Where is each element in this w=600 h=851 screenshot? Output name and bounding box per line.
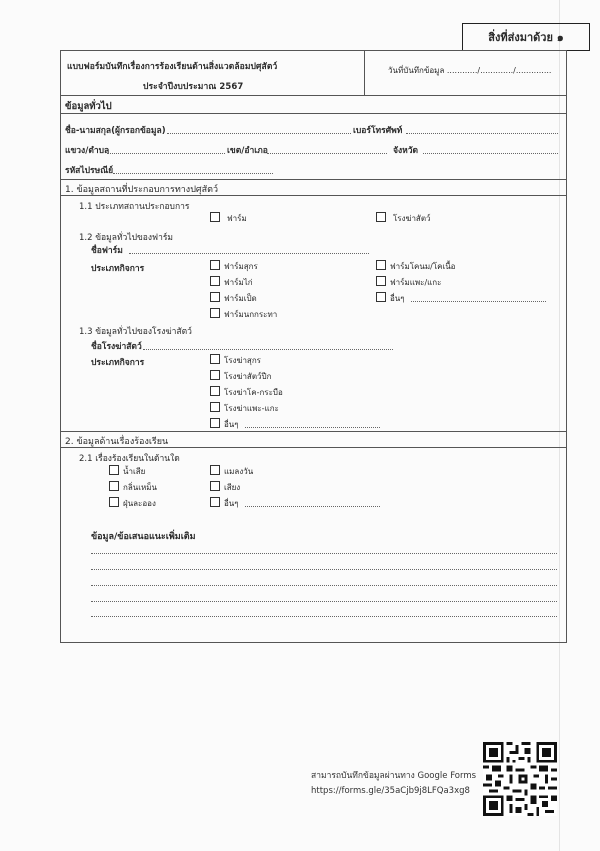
- pig-slaughter-checkbox[interactable]: [210, 354, 220, 364]
- phone-label: เบอร์โทรศัพท์: [353, 126, 403, 136]
- section2-heading: 2. ข้อมูลด้านเรื่องร้องเรียน: [65, 437, 169, 447]
- form-title-line2: ประจำปีงบประมาณ 2567: [143, 82, 244, 92]
- goat-slaughter-label: โรงฆ่าแพะ-แกะ: [224, 404, 279, 413]
- farm-business-type-label: ประเภทกิจการ: [91, 264, 145, 274]
- slaughterhouse-checkbox[interactable]: [376, 212, 386, 222]
- dust-checkbox[interactable]: [109, 497, 119, 507]
- odor-label: กลิ่นเหม็น: [123, 483, 157, 492]
- section2-rule: [61, 431, 566, 432]
- name-field[interactable]: [167, 133, 351, 134]
- comment-line-2[interactable]: [91, 569, 557, 570]
- cattle-farm-checkbox[interactable]: [376, 260, 386, 270]
- cattle-farm-label: ฟาร์มโคนม/โคเนื้อ: [390, 262, 456, 271]
- other-farm-label: อื่นๆ: [390, 294, 405, 303]
- form-title-line1: แบบฟอร์มบันทึกเรื่องการร้องเรียนด้านสิ่งแวดล้อมปศุสัตว์: [67, 62, 278, 72]
- dust-label: ฝุ่นละออง: [123, 499, 156, 508]
- google-forms-url[interactable]: https://forms.gle/35aCjb9j8LFQa3xg8: [311, 786, 470, 796]
- goat-farm-checkbox[interactable]: [376, 276, 386, 286]
- farm-checkbox[interactable]: [210, 212, 220, 222]
- slaughter-name-label: ชื่อโรงฆ่าสัตว์: [91, 342, 142, 352]
- quail-farm-checkbox[interactable]: [210, 308, 220, 318]
- other-slaughter-label: อื่นๆ: [224, 420, 239, 429]
- postcode-label: รหัสไปรษณีย์: [65, 166, 114, 176]
- goat-farm-label: ฟาร์มแพะ/แกะ: [390, 278, 442, 287]
- general-heading: ข้อมูลทั่วไป: [65, 101, 112, 112]
- district-field[interactable]: [267, 153, 387, 154]
- section1-heading: 1. ข้อมูลสถานที่ประกอบการทางปศุสัตว์: [65, 185, 219, 195]
- postcode-field[interactable]: [113, 173, 273, 174]
- section2-heading-rule: [61, 447, 566, 448]
- poultry-slaughter-label: โรงฆ่าสัตว์ปีก: [224, 372, 272, 381]
- other-complaint-field[interactable]: [245, 506, 380, 507]
- flies-checkbox[interactable]: [210, 465, 220, 475]
- slaughterhouse-option-label: โรงฆ่าสัตว์: [393, 214, 431, 223]
- cattle-slaughter-label: โรงฆ่าโค-กระบือ: [224, 388, 283, 397]
- general-rule: [61, 113, 566, 114]
- pig-slaughter-label: โรงฆ่าสุกร: [224, 356, 261, 365]
- wastewater-checkbox[interactable]: [109, 465, 119, 475]
- chicken-farm-label: ฟาร์มไก่: [224, 278, 253, 287]
- comment-line-5[interactable]: [91, 616, 557, 617]
- subdistrict-field[interactable]: [107, 153, 225, 154]
- other-complaint-label: อื่นๆ: [224, 499, 239, 508]
- subdistrict-label: แขวง/ตำบล: [65, 146, 110, 156]
- other-farm-checkbox[interactable]: [376, 292, 386, 302]
- comment-line-1[interactable]: [91, 553, 557, 554]
- flies-label: แมลงวัน: [224, 467, 254, 476]
- poultry-slaughter-checkbox[interactable]: [210, 370, 220, 380]
- attachment-label: สิ่งที่ส่งมาด้วย ๑: [462, 23, 590, 51]
- complaint-form: [60, 50, 567, 643]
- section1-rule: [61, 179, 566, 180]
- section1-heading-rule: [61, 195, 566, 196]
- slaughter-name-field[interactable]: [143, 349, 393, 350]
- province-label: จังหวัด: [393, 146, 419, 156]
- province-field[interactable]: [423, 153, 558, 154]
- other-slaughter-checkbox[interactable]: [210, 418, 220, 428]
- phone-field[interactable]: [406, 133, 558, 134]
- duck-farm-label: ฟาร์มเป็ด: [224, 294, 257, 303]
- pig-farm-label: ฟาร์มสุกร: [224, 262, 258, 271]
- header-rule: [61, 95, 566, 96]
- goat-slaughter-checkbox[interactable]: [210, 402, 220, 412]
- wastewater-label: น้ำเสีย: [123, 467, 146, 476]
- quail-farm-label: ฟาร์มนกกระทา: [224, 310, 278, 319]
- s13-heading: 1.3 ข้อมูลทั่วไปของโรงฆ่าสัตว์: [79, 327, 192, 337]
- other-complaint-checkbox[interactable]: [210, 497, 220, 507]
- farm-option-label: ฟาร์ม: [227, 214, 247, 223]
- district-label: เขต/อำเภอ: [227, 146, 268, 156]
- record-date-field[interactable]: วันที่บันทึกข้อมูล ............/............./..............: [388, 66, 552, 75]
- comment-line-4[interactable]: [91, 601, 557, 602]
- other-slaughter-field[interactable]: [245, 427, 380, 428]
- name-label: ชื่อ-นามสกุล(ผู้กรอกข้อมูล): [65, 126, 166, 136]
- s11-heading: 1.1 ประเภทสถานประกอบการ: [79, 202, 190, 212]
- noise-label: เสียง: [224, 483, 241, 492]
- qr-code-icon[interactable]: [483, 742, 557, 816]
- comment-line-3[interactable]: [91, 585, 557, 586]
- other-farm-field[interactable]: [411, 301, 546, 302]
- slaughter-business-type-label: ประเภทกิจการ: [91, 358, 145, 368]
- odor-checkbox[interactable]: [109, 481, 119, 491]
- google-forms-note: สามารถบันทึกข้อมูลผ่านทาง Google Forms: [311, 771, 477, 781]
- comments-label: ข้อมูล/ข้อเสนอแนะเพิ่มเติม: [91, 532, 196, 542]
- farm-name-field[interactable]: [129, 253, 369, 254]
- s12-heading: 1.2 ข้อมูลทั่วไปของฟาร์ม: [79, 233, 174, 243]
- header-divider: [364, 51, 365, 95]
- farm-name-label: ชื่อฟาร์ม: [91, 246, 123, 256]
- pig-farm-checkbox[interactable]: [210, 260, 220, 270]
- cattle-slaughter-checkbox[interactable]: [210, 386, 220, 396]
- duck-farm-checkbox[interactable]: [210, 292, 220, 302]
- noise-checkbox[interactable]: [210, 481, 220, 491]
- chicken-farm-checkbox[interactable]: [210, 276, 220, 286]
- s21-heading: 2.1 เรื่องร้องเรียนในด้านใด: [79, 454, 180, 464]
